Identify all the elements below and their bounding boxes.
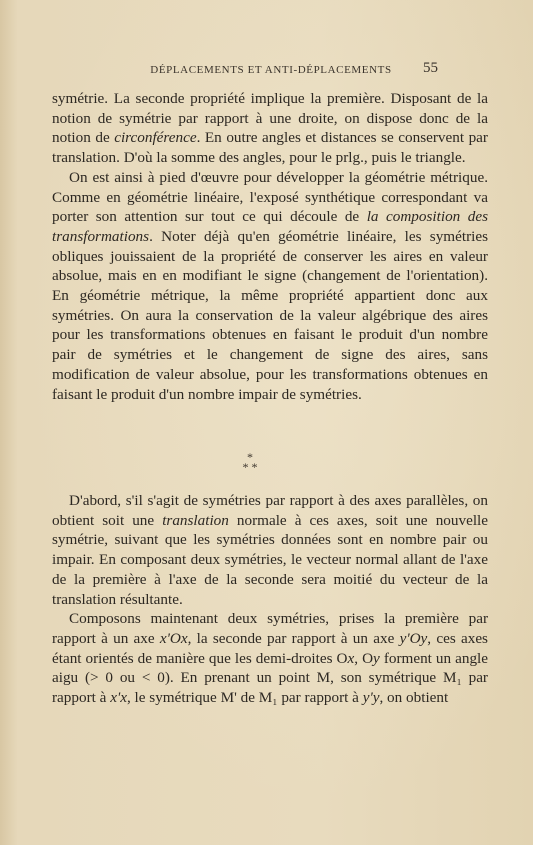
- text-run: normale à ces axes, soit une nouvelle symétrie, suivant que les symétries données sont en nombre pair ou impair. En composant deux symétries, le vecteur normal allant de l'axe de la première à l'axe de la seconde sera moitié du vecteur de la translation résultante.: [52, 511, 488, 608]
- text-run: forment un angle aigu (> 0 ou < 0). En prenant un point M, son symétrique M₁ par rapport à: [52, 649, 489, 707]
- math-text: x: [347, 649, 355, 667]
- emphasis-text: la composition des transformations: [52, 208, 489, 245]
- separator-star-top: *: [247, 450, 253, 464]
- text-block-top: [52, 89, 488, 404]
- paragraph: [52, 168, 488, 404]
- text-run: , la seconde par rapport à un axe: [187, 629, 400, 647]
- text-run: . Noter déjà qu'en géométrie linéaire, les symétries obliques jouissaient de la propriété de conserver les aires en valeur absolue, mais en en modifiant le signe (changement de l'orientation). En géométrie métrique, la même propriété appartient donc aux symétries. On aura la conservation de la valeur algébrique des aires pour les transformations obtenues en faisant le produit d'un nombre pair de symétries et le changement de signe des aires, sans modification de valeur absolue, pour les transformations obtenues en faisant le produit d'un nombre impair de symétries.: [52, 227, 488, 403]
- math-text: y'y: [362, 689, 380, 707]
- text-run: D'abord, s'il s'agit de symétries par rapport à des axes parallèles, on obtient soit une: [52, 492, 488, 529]
- separator-stars-bottom: * *: [242, 460, 258, 474]
- text-run: , ces axes étant orientés de manière que les demi-droites O: [52, 629, 488, 667]
- section-separator: [230, 452, 270, 472]
- text-block-bottom: [52, 491, 488, 708]
- math-text: x'x: [110, 689, 127, 707]
- text-run: , O: [354, 649, 374, 667]
- text-run: , on obtient: [379, 689, 449, 707]
- paragraph: [52, 89, 488, 168]
- paragraph: [52, 609, 488, 708]
- emphasis-text: translation: [162, 511, 229, 529]
- paragraph: [52, 491, 488, 609]
- page-number: 55: [423, 60, 438, 76]
- math-text: x'Ox: [159, 629, 188, 647]
- text-run: symétrie. La seconde propriété implique la première. Disposant de la notion de symétrie par rapport à une droite, on dispose donc de la notion de: [52, 90, 488, 147]
- math-text: y: [373, 649, 380, 667]
- math-text: y'Oy: [399, 629, 428, 647]
- text-run: . En outre angles et distances se conservent par translation. D'où la somme des angles, pour le prlg., puis le triangle.: [52, 129, 488, 167]
- emphasis-text: circonférence: [114, 129, 197, 147]
- running-title: DÉPLACEMENTS ET ANTI-DÉPLACEMENTS: [150, 64, 392, 76]
- text-run: Composons maintenant deux symétries, prises la première par rapport à un axe: [52, 610, 488, 647]
- text-run: On est ainsi à pied d'œuvre pour développer la géométrie métrique. Comme en géométrie linéaire, l'exposé synthétique correspondant va porter son attention sur tout ce qui découle de: [52, 168, 488, 226]
- text-run: , le symétrique M' de M₁ par rapport à: [126, 689, 363, 707]
